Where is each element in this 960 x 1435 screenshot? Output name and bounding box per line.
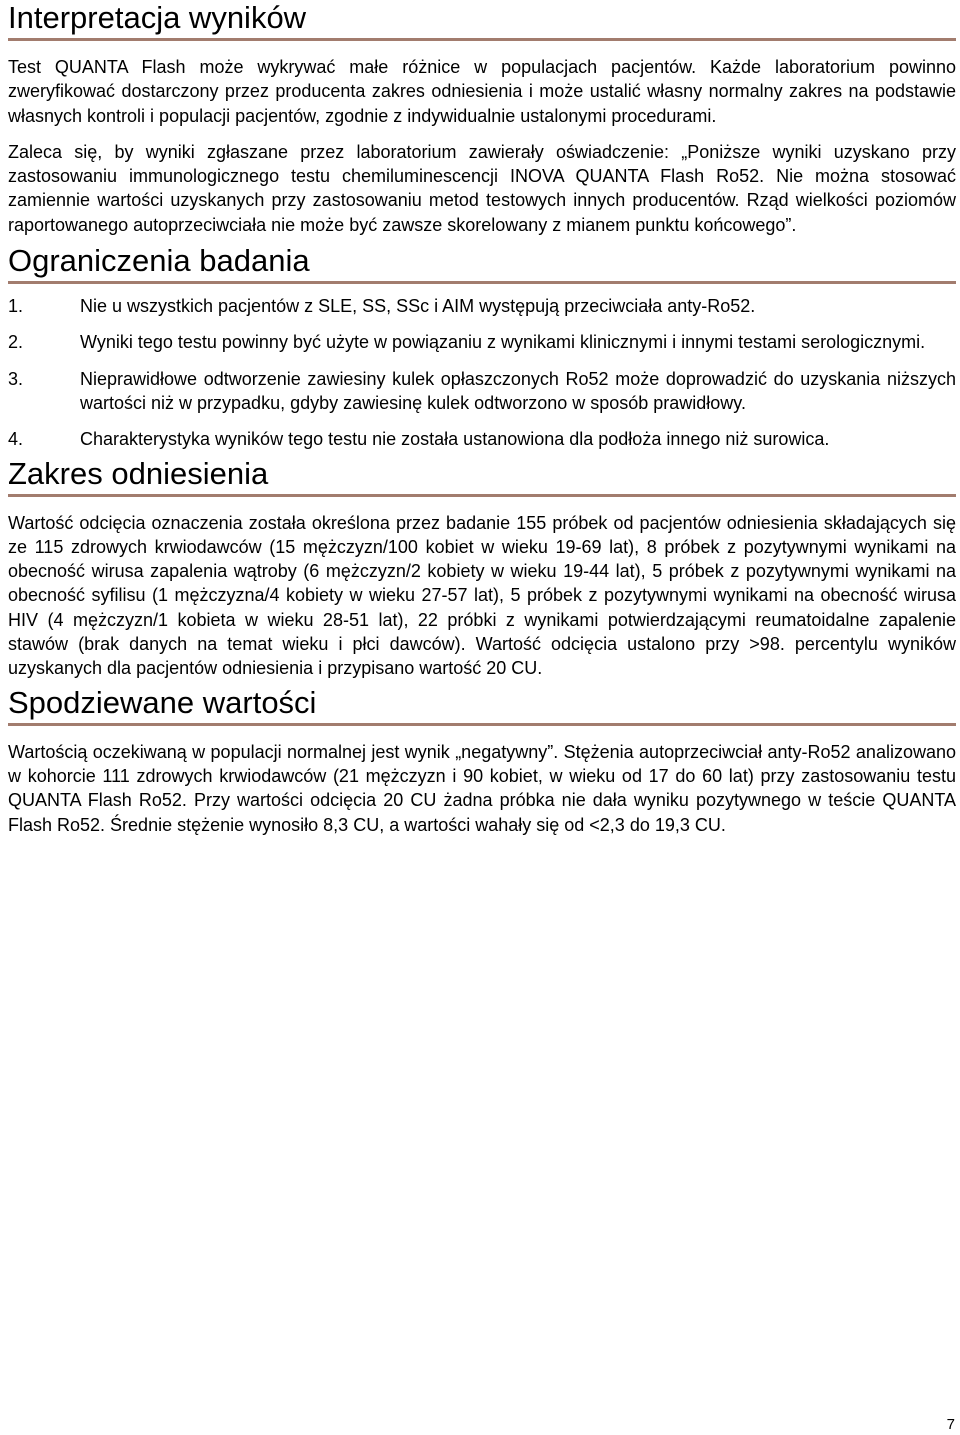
- section-interpretacja: [8, 0, 956, 237]
- list-item-text: Nieprawidłowe odtworzenie zawiesiny kulek opłaszczonych Ro52 może doprowadzić do uzyskania niższych wartości niż w przypadku, gdyby zawiesinę kulek odtworzono w sposób prawidłowy.: [80, 368, 956, 413]
- heading-ograniczenia: Ograniczenia badania: [8, 243, 956, 284]
- paragraph-interpretacja-2: Zaleca się, by wyniki zgłaszane przez laboratorium zawierały oświadczenie: „Poniższe wyniki uzyskano przy zastosowaniu immunologicznego testu chemiluminescencji INOVA QUANTA Flash Ro52. Nie można stosować zamiennie wartości uzyskanych przy zastosowaniu metod testowych innych producentów. Rząd wielkości poziomów raportowanego autoprzeciwciała nie może być zawsze skorelowany z mianem punktu końcowego”.: [8, 141, 956, 235]
- section-spodziewane: [8, 685, 956, 837]
- page-number: 7: [946, 1416, 955, 1433]
- list-item-number: 1.: [8, 296, 24, 317]
- limitations-list: [8, 294, 956, 451]
- list-item: [8, 330, 956, 354]
- paragraph-zakres: Wartość odcięcia oznaczenia została określona przez badanie 155 próbek od pacjentów odniesienia składających się ze 115 zdrowych krwiodawców (15 mężczyzn/100 kobiet w wieku 19-69 lat), 8 próbek z pozytywnymi wynikami na obecność wirusa zapalenia wątroby (6 mężczyzn/2 kobiety w wieku 19-44 lat), 5 próbek z pozytywnymi wynikami na obecność syfilisu (1 mężczyzna/4 kobiety w wieku 27-57 lat), 5 próbek z pozytywnymi wynikami na obecność wirusa HIV (4 mężczyzn/1 kobieta w wieku 28-51 lat), 22 próbki z wynikami potwierdzającymi reumatoidalne zapalenie stawów (brak danych na temat wieku i płci dawców). Wartość odcięcia ustalono przy >98. percentylu wyników uzyskanych dla pacjentów odniesienia i przypisano wartość 20 CU.: [8, 512, 956, 679]
- section-zakres: [8, 456, 956, 681]
- list-item-number: 2.: [8, 332, 24, 353]
- list-item: [8, 427, 956, 451]
- list-item-text: Charakterystyka wyników tego testu nie została ustanowiona dla podłoża innego niż surowica.: [80, 429, 830, 450]
- section-ograniczenia: [8, 243, 956, 451]
- list-item-text: Wyniki tego testu powinny być użyte w powiązaniu z wynikami klinicznymi i innymi testami serologicznymi.: [80, 332, 926, 353]
- heading-spodziewane: Spodziewane wartości: [8, 685, 956, 726]
- list-item-text: Nie u wszystkich pacjentów z SLE, SS, SSc i AIM występują przeciwciała anty-Ro52.: [80, 296, 756, 317]
- document-page: [8, 0, 956, 837]
- heading-zakres: Zakres odniesienia: [8, 456, 956, 497]
- list-item-number: 4.: [8, 429, 24, 450]
- list-item: [8, 294, 956, 318]
- list-item: [8, 367, 956, 416]
- heading-interpretacja: Interpretacja wyników: [8, 0, 956, 41]
- paragraph-spodziewane: Wartością oczekiwaną w populacji normalnej jest wynik „negatywny”. Stężenia autoprzeciwciał anty-Ro52 analizowano w kohorcie 111 zdrowych krwiodawców (21 mężczyzn i 90 kobiet, w wieku od 17 do 60 lat) przy zastosowaniu testu QUANTA Flash Ro52. Przy wartości odcięcia 20 CU żadna próbka nie dała wyniku pozytywnego w teście QUANTA Flash Ro52. Średnie stężenie wynosiło 8,3 CU, a wartości wahały się od <2,3 do 19,3 CU.: [8, 741, 956, 835]
- list-item-number: 3.: [8, 368, 24, 389]
- paragraph-interpretacja-1: Test QUANTA Flash może wykrywać małe różnice w populacjach pacjentów. Każde laboratorium powinno zweryfikować dostarczony przez producenta zakres odniesienia i może ustalić własny normalny zakres na podstawie własnych kontroli i populacji pacjentów, zgodnie z indywidualnie ustalonymi procedurami.: [8, 57, 956, 126]
